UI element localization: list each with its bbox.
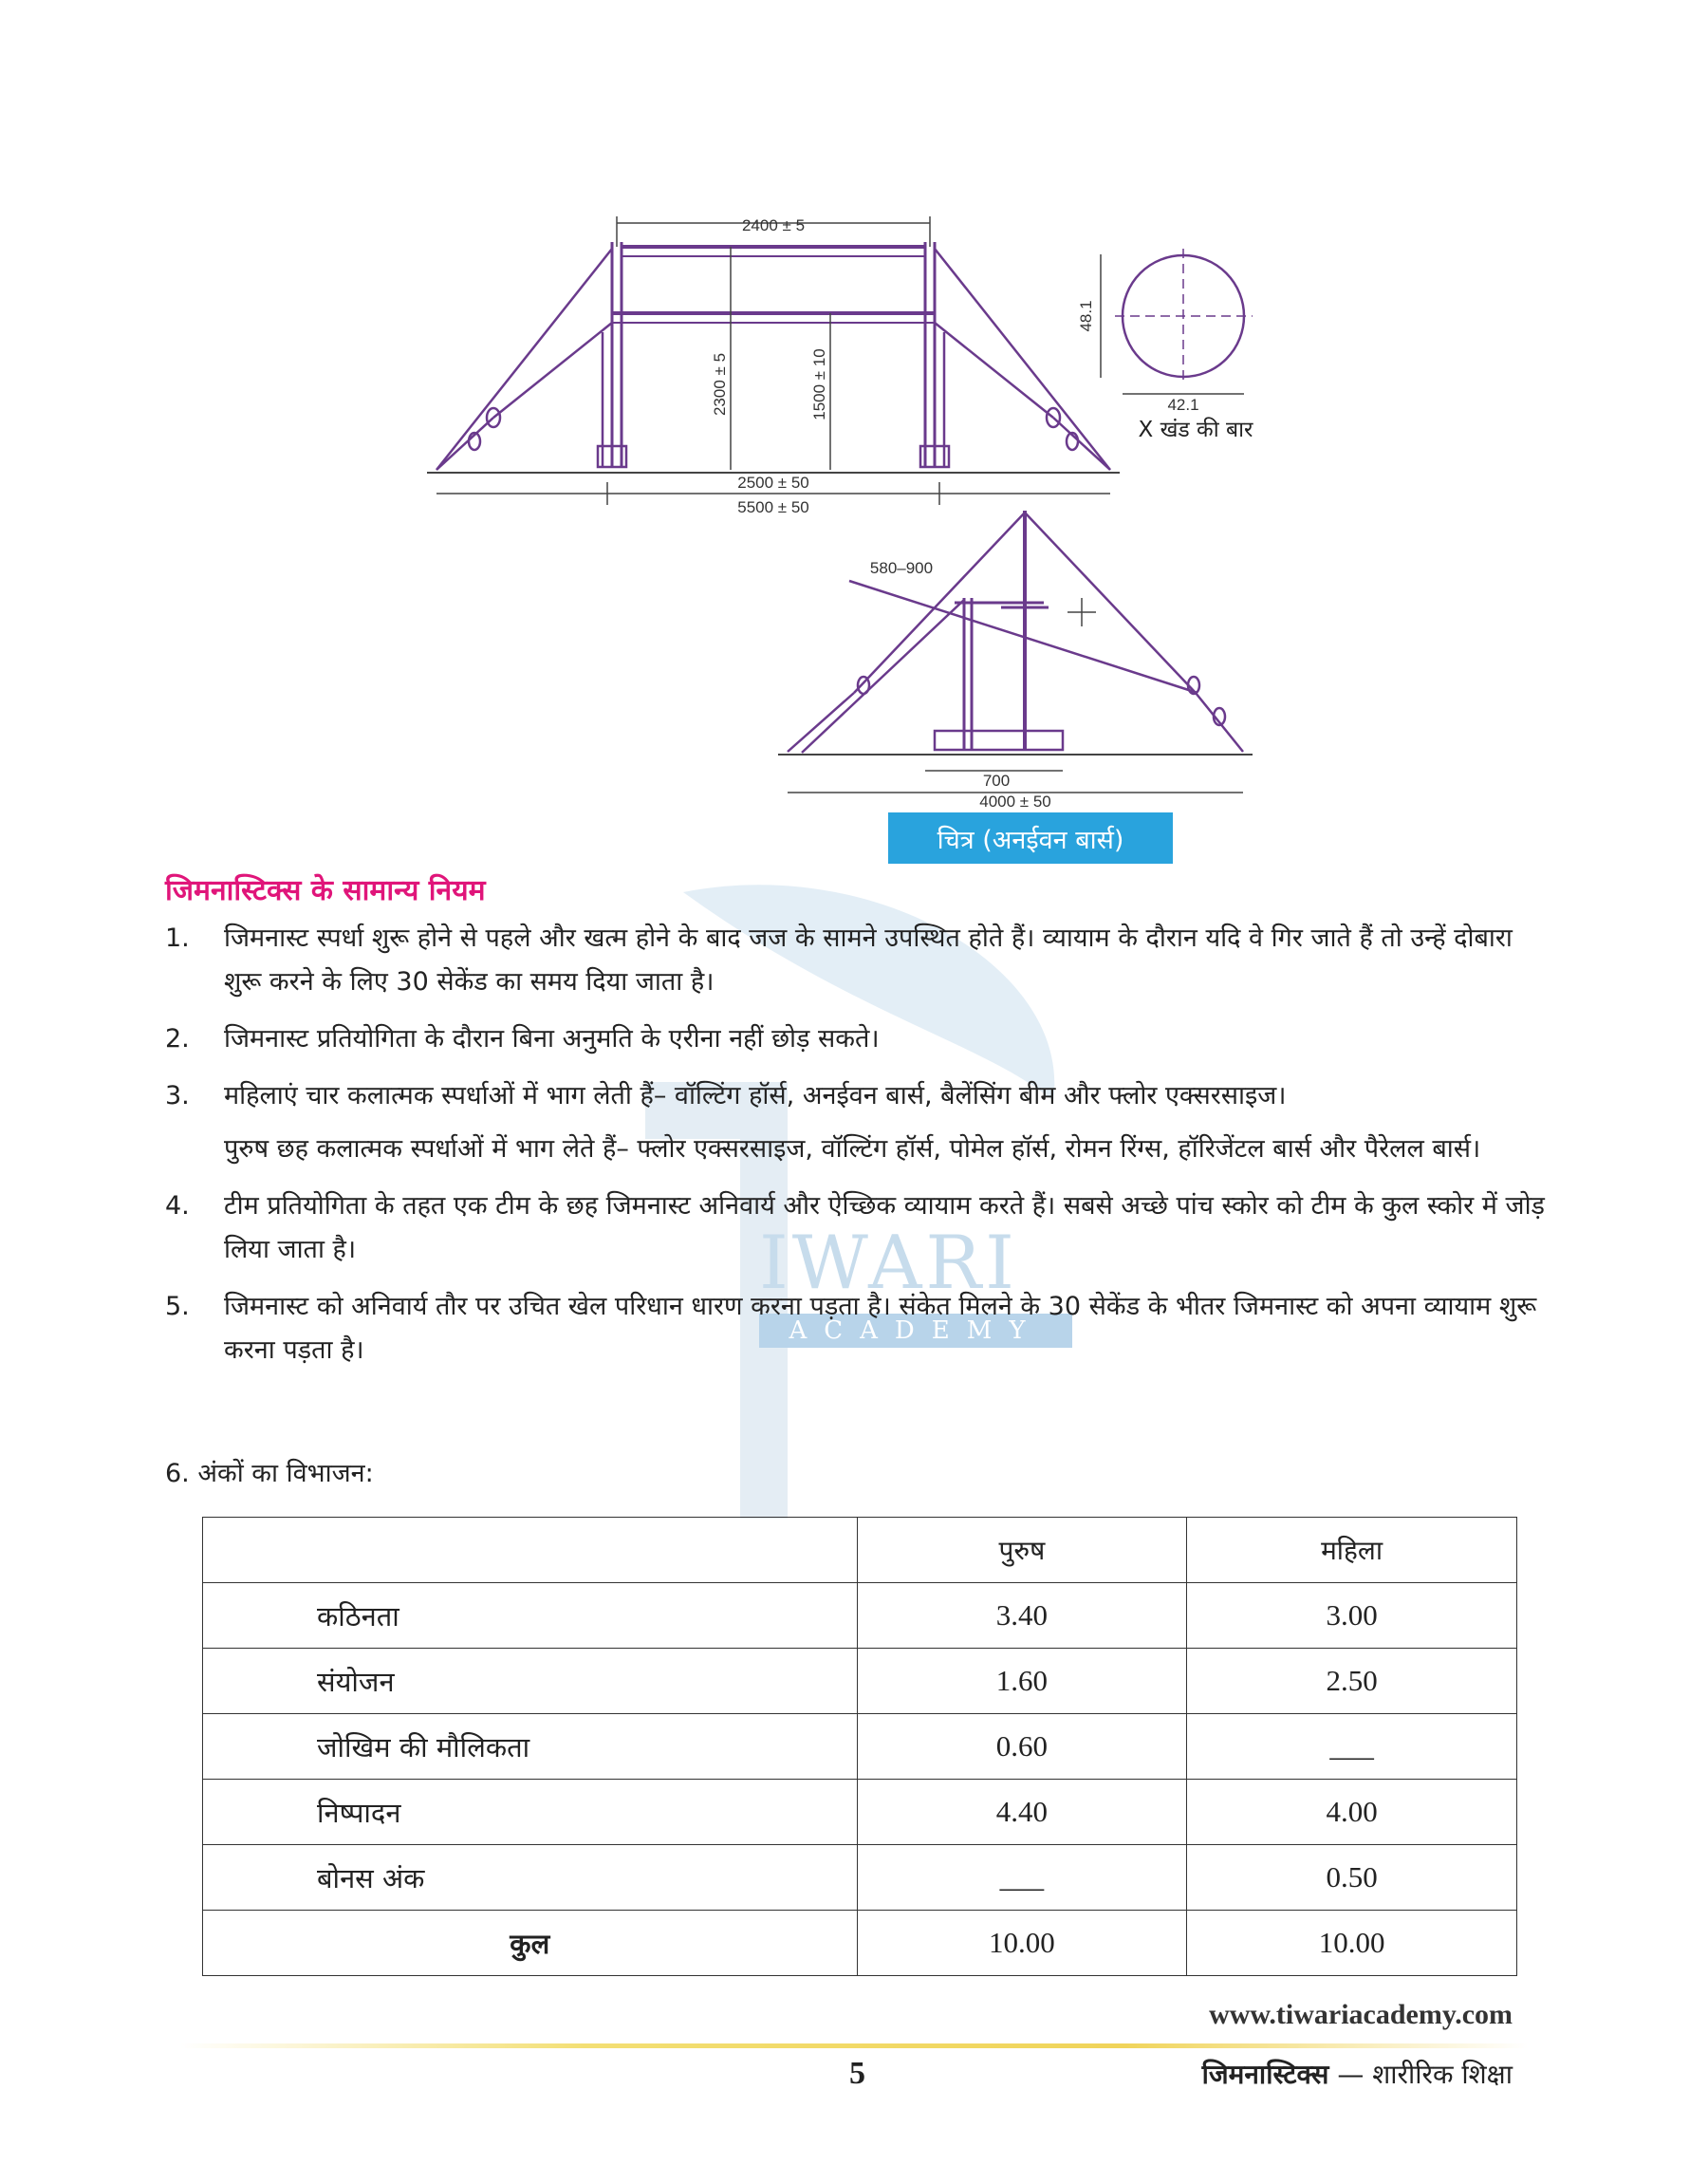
header-men: पुरुष xyxy=(857,1518,1187,1583)
row-label: कठिनता xyxy=(203,1583,858,1649)
rule-text: महिलाएं चार कलात्मक स्पर्धाओं में भाग लेती हैं– वॉल्टिंग हॉर्स, अनईवन बार्स, बैलेंसिंग बीम और फ्लोर एक्सरसाइज। xyxy=(224,1081,1287,1110)
rule-3-men-text: पुरुष छह कलात्मक स्पर्धाओं में भाग लेते हैं– फ्लोर एक्सरसाइज, वॉल्टिंग हॉर्स, पोमेल हॉर्स, रोमन रिंग्स, हॉरिजेंटल बार्स और पैरेलल बार्स। xyxy=(224,1134,1481,1164)
table-row xyxy=(203,1780,1517,1845)
front-view xyxy=(427,216,1120,505)
rule-text: जिमनास्ट प्रतियोगिता के दौरान बिना अनुमति के एरीना नहीं छोड़ सकते। xyxy=(224,1024,880,1054)
section-heading: जिमनास्टिक्स के सामान्य नियम xyxy=(165,874,486,907)
dim-section-height: 48.1 xyxy=(1077,300,1095,332)
women-value: 2.50 xyxy=(1187,1649,1517,1714)
rule-text: जिमनास्ट को अनिवार्य तौर पर उचित खेल परिधान धारण करना पड़ता है। संकेत मिलने के 30 सेकेंड के भीतर जिमनास्ट को अपना व्यायाम शुरू करना पड़ता है। xyxy=(224,1292,1537,1365)
total-label: कुल xyxy=(203,1911,858,1976)
table-row xyxy=(203,1649,1517,1714)
footer-title xyxy=(1202,2056,1513,2092)
rule-text: जिमनास्ट स्पर्धा शुरू होने से पहले और खत्म होने के बाद जज के सामने उपस्थित होते हैं। व्यायाम के दौरान यदि वे गिर जाते हैं तो उन्हें दोबारा शुरू करने के लिए 30 सेकेंड का समय दिया जाता है। xyxy=(224,924,1513,997)
row-label: निष्पादन xyxy=(203,1780,858,1845)
dim-base-width: 2500 ± 50 xyxy=(737,474,809,492)
row-label: जोखिम की मौलिकता xyxy=(203,1714,858,1780)
men-total: 10.00 xyxy=(857,1911,1187,1976)
table-row xyxy=(203,1845,1517,1911)
women-value: 3.00 xyxy=(1187,1583,1517,1649)
men-value: 4.40 xyxy=(857,1780,1187,1845)
row-label: संयोजन xyxy=(203,1649,858,1714)
women-value: 4.00 xyxy=(1187,1780,1517,1845)
men-value: 1.60 xyxy=(857,1649,1187,1714)
bar-cross-section xyxy=(1101,249,1253,394)
dim-side-total: 4000 ± 50 xyxy=(979,793,1051,811)
dim-side-base: 700 xyxy=(982,772,1011,790)
rule-item xyxy=(165,1017,1550,1061)
rule-number: 5. xyxy=(165,1292,190,1321)
row-label: बोनस अंक xyxy=(203,1845,858,1911)
figure-caption: चित्र (अनईवन बार्स) xyxy=(888,812,1173,864)
watermark-brand: IWARI xyxy=(759,1221,1018,1306)
dim-height-high: 2300 ± 5 xyxy=(711,352,729,417)
table-total-row xyxy=(203,1911,1517,1976)
rule-item xyxy=(165,1185,1550,1272)
footer-url[interactable]: www.tiwariacademy.com xyxy=(1209,1999,1513,2030)
watermark-sub: ACADEMY xyxy=(759,1314,1072,1348)
marks-table xyxy=(202,1517,1517,1976)
men-value: 0.60 xyxy=(857,1714,1187,1780)
dim-height-low: 1500 ± 10 xyxy=(810,348,828,420)
page-number: 5 xyxy=(849,2056,865,2091)
rules-list xyxy=(165,917,1550,1386)
rule-item xyxy=(165,1074,1550,1118)
header-empty xyxy=(203,1518,858,1583)
men-value: 3.40 xyxy=(857,1583,1187,1649)
footer-title-rest: — शारीरिक शिक्षा xyxy=(1328,2059,1513,2090)
marks-title: 6. अंकों का विभाजन: xyxy=(165,1459,374,1488)
dim-total-width: 5500 ± 50 xyxy=(737,498,809,516)
footer-title-bold: जिमनास्टिक्स xyxy=(1201,2059,1329,2090)
men-value: ___ xyxy=(857,1845,1187,1911)
rule-item xyxy=(165,917,1550,1004)
dim-top-width: 2400 ± 5 xyxy=(741,216,806,234)
side-view xyxy=(778,511,1253,793)
header-women: महिला xyxy=(1187,1518,1517,1583)
women-value: 0.50 xyxy=(1187,1845,1517,1911)
section-label: X खंड की बार xyxy=(1138,418,1253,442)
rule-number: 4. xyxy=(165,1191,190,1221)
uneven-bars-diagram xyxy=(0,0,1708,854)
rule-number: 1. xyxy=(165,924,190,953)
table-header-row xyxy=(203,1518,1517,1583)
table-row xyxy=(203,1714,1517,1780)
table-row xyxy=(203,1583,1517,1649)
dim-section-width: 42.1 xyxy=(1167,396,1199,414)
rule-number: 3. xyxy=(165,1081,190,1110)
women-total: 10.00 xyxy=(1187,1911,1517,1976)
dim-side-spread: 580–900 xyxy=(869,559,934,577)
footer-divider xyxy=(180,2043,1528,2048)
rule-text: टीम प्रतियोगिता के तहत एक टीम के छह जिमनास्ट अनिवार्य और ऐच्छिक व्यायाम करते हैं। सबसे अच्छे पांच स्कोर को टीम के कुल स्कोर में जोड़ लिया जाता है। xyxy=(224,1191,1546,1264)
rule-number: 2. xyxy=(165,1024,190,1054)
women-value: ___ xyxy=(1187,1714,1517,1780)
rule-item xyxy=(165,1285,1550,1372)
